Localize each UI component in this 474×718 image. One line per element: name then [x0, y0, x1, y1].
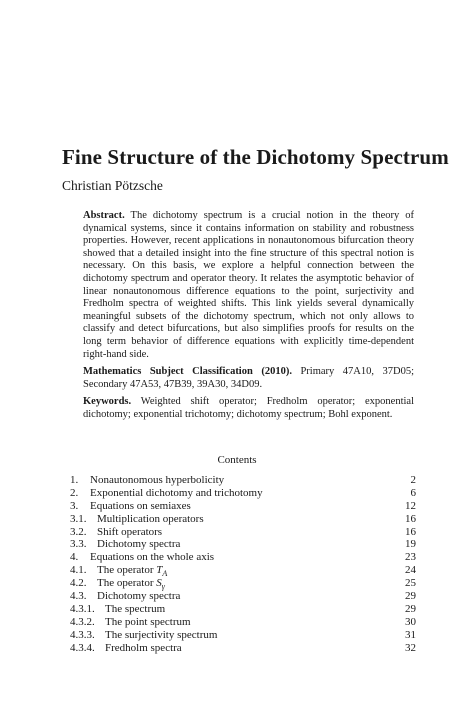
toc-entry-number: 3.1.	[70, 512, 87, 525]
toc-entry-title	[90, 551, 214, 564]
toc-entry-page: 24	[405, 564, 416, 577]
toc-entry-page: 32	[405, 641, 416, 654]
paper-title: Fine Structure of the Dichotomy Spectrum	[62, 145, 449, 169]
toc-entry[interactable]	[70, 564, 416, 577]
operator-subscript: A	[162, 569, 168, 579]
operator-symbol: $T_A$	[156, 564, 168, 579]
toc-entry-page: 31	[405, 628, 416, 641]
toc-entry-number: 4.3.1.	[70, 602, 95, 615]
toc-entry-page: 16	[405, 512, 416, 525]
toc-entry-title	[90, 500, 191, 513]
msc-text: Primary 47A10, 37D05; Secondary 47A53, 47B39, 39A30, 34D09.	[83, 366, 415, 390]
toc-entry-number: 3.	[70, 499, 79, 512]
toc-entry-page: 25	[405, 577, 416, 590]
msc-label: Mathematics Subject Classification (2010).	[83, 366, 292, 378]
toc-entry-page: 6	[410, 486, 416, 499]
toc-entry[interactable]	[70, 590, 416, 603]
toc-entry-title-text: Equations on the whole axis	[90, 551, 215, 564]
toc-entry-number: 4.	[70, 551, 79, 564]
toc-entry-title	[97, 513, 204, 526]
toc-entry[interactable]	[70, 500, 416, 513]
toc-entry-title	[105, 642, 182, 655]
toc-entry-title	[105, 616, 191, 629]
keywords-text: Weighted shift operator; Fredholm operator; exponential dichotomy; exponential trichotomy; dichotomy spectrum; Bohl exponent.	[83, 396, 415, 420]
toc-entry-title-text: The operator	[97, 577, 157, 590]
msc-paragraph	[83, 366, 414, 391]
toc-entry-number: 3.2.	[70, 525, 87, 538]
contents-heading: Contents	[217, 454, 257, 466]
toc-entry-title	[90, 487, 263, 500]
toc-entry-number: 4.3.3.	[70, 628, 95, 641]
toc-entry-number: 4.3.	[70, 590, 87, 603]
toc-entry-number: 4.3.2.	[70, 615, 95, 628]
toc-entry-title	[97, 538, 180, 551]
toc-entry-title-text: Dichotomy spectra	[97, 590, 181, 603]
toc-entry-page: 29	[405, 602, 416, 615]
operator-subscript: γ	[161, 582, 165, 592]
abstract-text: The dichotomy spectrum is a crucial notion in the theory of dynamical systems, since it contains information on stability and robustness properties. However, recent applications in nonautonomous bifurcation theory showed that a detailed insight into the fine structure of this spectral notion is necessary. On this basis, we explore a helpful connection between the dichotomy spectrum and operator theory. It relates the asymptotic behavior of linear nonautonomous difference equations to the point, surjectivity and Fredholm spectra of weighted shifts. This link yields several dynamically meaningful subsets of the dichotomy spectrum, which not only allows to classify and detect bifurcations, but also simplifies proofs for results on the long term behavior of difference equations with explicitly time-dependent right-hand side.	[83, 210, 414, 360]
toc-entry-page: 29	[405, 590, 416, 603]
toc-entry-title-text: Exponential dichotomy and trichotomy	[90, 486, 263, 499]
toc-entry-title-text: Equations on semiaxes	[90, 499, 191, 512]
keywords-paragraph	[83, 396, 414, 421]
toc-entry-title-text: Multiplication operators	[97, 512, 204, 525]
toc-entry-title-text: The surjectivity spectrum	[105, 628, 218, 641]
toc-entry[interactable]	[70, 577, 416, 590]
toc-entry[interactable]	[70, 526, 416, 539]
abstract-block	[83, 210, 414, 427]
toc-entry-number: 4.2.	[70, 577, 87, 590]
toc-entry-page: 19	[405, 538, 416, 551]
table-of-contents	[70, 474, 416, 654]
toc-entry[interactable]	[70, 487, 416, 500]
toc-entry-title	[97, 590, 180, 603]
toc-entry-title-text: The spectrum	[105, 602, 166, 615]
toc-entry-number: 1.	[70, 474, 79, 486]
toc-entry[interactable]	[70, 629, 416, 642]
toc-entry-number: 3.3.	[70, 538, 87, 551]
toc-entry-page: 12	[405, 499, 416, 512]
toc-entry[interactable]	[70, 513, 416, 526]
toc-entry-number: 2.	[70, 486, 79, 499]
toc-entry-number: 4.3.4.	[70, 641, 95, 654]
operator-symbol: $S_\gamma$	[156, 577, 165, 592]
toc-entry[interactable]	[70, 538, 416, 551]
toc-entry[interactable]	[70, 642, 416, 655]
toc-entry-title-text: The operator	[97, 564, 157, 577]
toc-entry-page: 23	[405, 551, 416, 564]
toc-entry-title	[90, 474, 224, 487]
toc-entry-title	[97, 526, 162, 539]
toc-entry-title	[105, 629, 217, 642]
toc-entry-title-text: Nonautonomous hyperbolicity	[90, 474, 225, 486]
abstract-label: Abstract.	[83, 210, 125, 221]
abstract-paragraph	[83, 210, 414, 361]
toc-entry-title-text: Shift operators	[97, 525, 163, 538]
toc-entry-number: 4.1.	[70, 564, 87, 577]
toc-entry-title-text: The point spectrum	[105, 615, 191, 628]
toc-entry-title	[105, 603, 165, 616]
toc-entry[interactable]	[70, 551, 416, 564]
toc-entry[interactable]	[70, 603, 416, 616]
author-name: Christian Pötzsche	[62, 178, 163, 193]
toc-entry-page: 30	[405, 615, 416, 628]
toc-entry-title-text: Fredholm spectra	[105, 641, 182, 654]
keywords-label: Keywords.	[83, 396, 132, 408]
toc-entry[interactable]	[70, 474, 416, 487]
toc-entry-title-text: Dichotomy spectra	[97, 538, 181, 551]
toc-entry-page: 16	[405, 525, 416, 538]
toc-entry[interactable]	[70, 616, 416, 629]
toc-entry-page: 2	[410, 474, 416, 486]
